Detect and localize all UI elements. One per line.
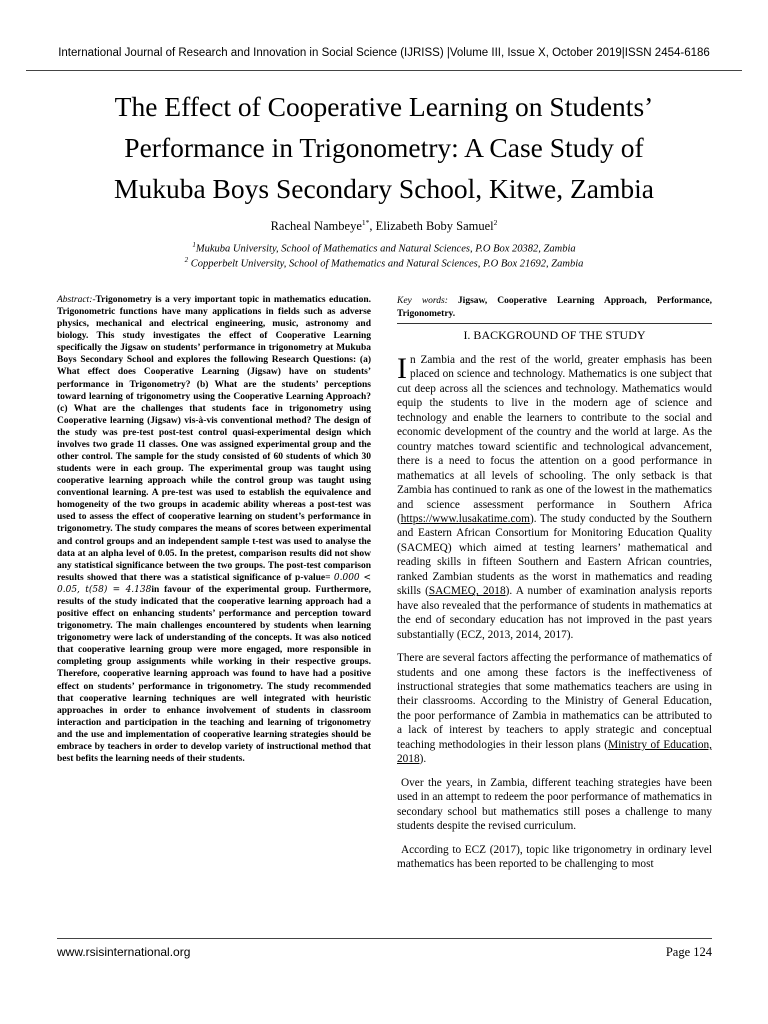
author-separator: , <box>369 219 376 234</box>
header-rule <box>26 70 742 71</box>
abstract-text-part-2: in favour of the experimental group. Furthermore, results of the study indicated that the cooperative learning approach had a positive effect on enhancing students’ performance and perception toward trigonometry. The main challenges encountered by students when learning trigonometry were lack of understanding of the concepts. It was also noticed that cooperative learning group were more engaged, more responsible in completing group assignments while working in their respective groups. Therefore, cooperative learning approach was found to have had a positive effect on students’ performance in trigonometry. The study recommended that cooperative learning techniques are well integrated with heuristic approaches in order to enhance involvement of students in classroom interaction and participation in the teaching and learning of trigonometry and the use and implementation of cooperative learning strategies should be embrace by teachers in order to develop variety of instructional method that best befits the learning needs of their students. <box>57 584 371 764</box>
lusakatime-link[interactable]: https://www.lusakatime.com <box>400 512 530 525</box>
footer-website[interactable]: www.rsisinternational.org <box>57 945 191 959</box>
author-1-affiliation-mark: 1* <box>361 218 370 227</box>
author-2: Elizabeth Boby Samuel <box>375 219 494 234</box>
paragraph-1-text-a: n Zambia and the rest of the world, greater emphasis has been placed on science and technology. Mathematics is one subject that cut deep across all the sciences and technology. Mathematics would equip the students to live in the modern age of science and technology and enable the learners to contribute to the social and economic development of the country and the world at large. As the country matches toward scientific and technological advancement, there is a need to focus the attention on a good performance in mathematics at all levels of schooling. The only setback is that Zambia has continued to rank as one of the lowest in the mathematics and science assessment performance in Southern Africa ( <box>397 354 712 525</box>
paragraph-4: According to ECZ (2017), topic like trigonometry in ordinary level mathematics has been reported to be challenging to most <box>397 843 712 870</box>
title-line-2: Performance in Trigonometry: A Case Study of <box>124 132 644 163</box>
author-list <box>0 218 768 234</box>
title-line-3: Mukuba Boys Secondary School, Kitwe, Zambia <box>114 173 654 204</box>
affiliation-2-mark: 2 <box>184 256 189 264</box>
abstract-label: Abstract:- <box>57 295 96 305</box>
abstract-statistic: 0.000 < 0.05, t(58) = 4.138 <box>57 572 371 595</box>
affiliation-1 <box>0 241 768 255</box>
sacmeq-citation-link[interactable]: SACMEQ, 2018 <box>428 585 506 598</box>
paragraph-1-text-b: ). The study conducted by the Southern and Eastern African Consortium for Monitoring Education Quality (SACMEQ) which aimed at testing learners’ mathematical and reading skills in fifteen Southern and Eastern African countries, ranked Zambian students as the worst in mathematics and reading skills ( <box>397 512 712 598</box>
keywords-label: Key words: <box>397 296 448 306</box>
keywords-text: Jigsaw, Cooperative Learning Approach, Performance, Trigonometry. <box>397 296 712 319</box>
paragraph-1-text-c: ). A number of examination analysis reports have also revealed that the performance of students in mathematics at the end of secondary education has not improved in the past years substantially (ECZ, 2013, 2014, 2017). <box>397 585 712 641</box>
paragraph-2-text-b: ). <box>419 753 427 766</box>
paper-title <box>40 86 728 209</box>
affiliation-1-mark: 1 <box>192 241 196 249</box>
paragraph-2 <box>397 651 712 767</box>
page-number: Page 124 <box>665 945 712 959</box>
affiliation-1-text: Mukuba University, School of Mathematics and Natural Sciences, P.O Box 20382, Zambia <box>195 243 576 255</box>
journal-header: International Journal of Research and Innovation in Social Science (IJRISS) |Volume III, Issue X, October 2019|ISSN 2454-6186 <box>58 47 710 59</box>
paragraph-1 <box>397 353 712 642</box>
drop-cap: I <box>397 352 407 385</box>
abstract <box>57 294 371 765</box>
section-heading: I. BACKGROUND OF THE STUDY <box>463 328 646 342</box>
author-2-affiliation-mark: 2 <box>493 218 498 227</box>
title-line-1: The Effect of Cooperative Learning on Students’ <box>114 91 654 122</box>
section-body <box>397 353 712 871</box>
paragraph-3: Over the years, in Zambia, different teaching strategies have been used in an attempt to redeem the poor performance of mathematics in secondary school but mathematics still poses a challenge to many students despite the revised curriculum. <box>397 776 712 833</box>
ministry-citation-link[interactable]: Ministry of Education, 2018 <box>397 738 712 766</box>
affiliation-2 <box>0 256 768 270</box>
affiliation-2-text: Copperbelt University, School of Mathematics and Natural Sciences, P.O Box 21692, Zambia <box>190 258 584 270</box>
keywords-rule <box>397 323 712 324</box>
footer-rule <box>57 938 712 939</box>
abstract-text-part-1: Trigonometry is a very important topic in mathematics education. Trigonometric functions have many applications in fields such as adverse physics, mechanical and electrical engineering, music, astronomy and biology. This study investigates the effect of Cooperative Learning specifically the Jigsaw on students’ performance in trigonometry at Mukuba Boys Secondary School and explores the following Research Questions: (a) What effect does Cooperative Learning (Jigsaw) have on students’ performance in Trigonometry? (b) What are the students’ perceptions toward learning of trigonometry using the Cooperative Learning Approach? (c) What are the challenges that students face in trigonometry using Cooperative learning (Jigsaw) vis-à-vis conventional method? The design of the study was pre-test post-test control quasi-experimental design which involves two grade 11 classes. One was assigned experimental group and the other control. The sample for the study consisted of 60 students of which 30 students were in each group. The experimental group was taught using cooperative learning approach while the control group was taught using conventional learning. A pre-test was used to establish the equivalence and homogeneity of the two groups in academic ability whereas a post-test was used to assess the effect of cooperative learning on student’s performance in trigonometry. The study compares the means of scores between experimental and control groups and an independent sample t-test was used to analyse the data at an alpha level of 0.05. In the pretest, comparison results did not show any statistical significance between the two groups. The post-test comparison results showed that there was a statistical significance of p-value= <box>57 295 371 583</box>
right-column <box>397 295 712 880</box>
author-1: Racheal Nambeye <box>270 219 362 234</box>
paragraph-2-text-a: There are several factors affecting the performance of mathematics of students and one among these factors is the ineffectiveness of instructional strategies that some mathematics teachers are using in their classrooms. According to the Ministry of General Education, the poor performance of Zambia in mathematics can be attributed to a lack of interest by teachers to apply strategic and conceptual teaching methodologies in their lesson plans ( <box>397 652 712 751</box>
keywords <box>397 295 712 320</box>
